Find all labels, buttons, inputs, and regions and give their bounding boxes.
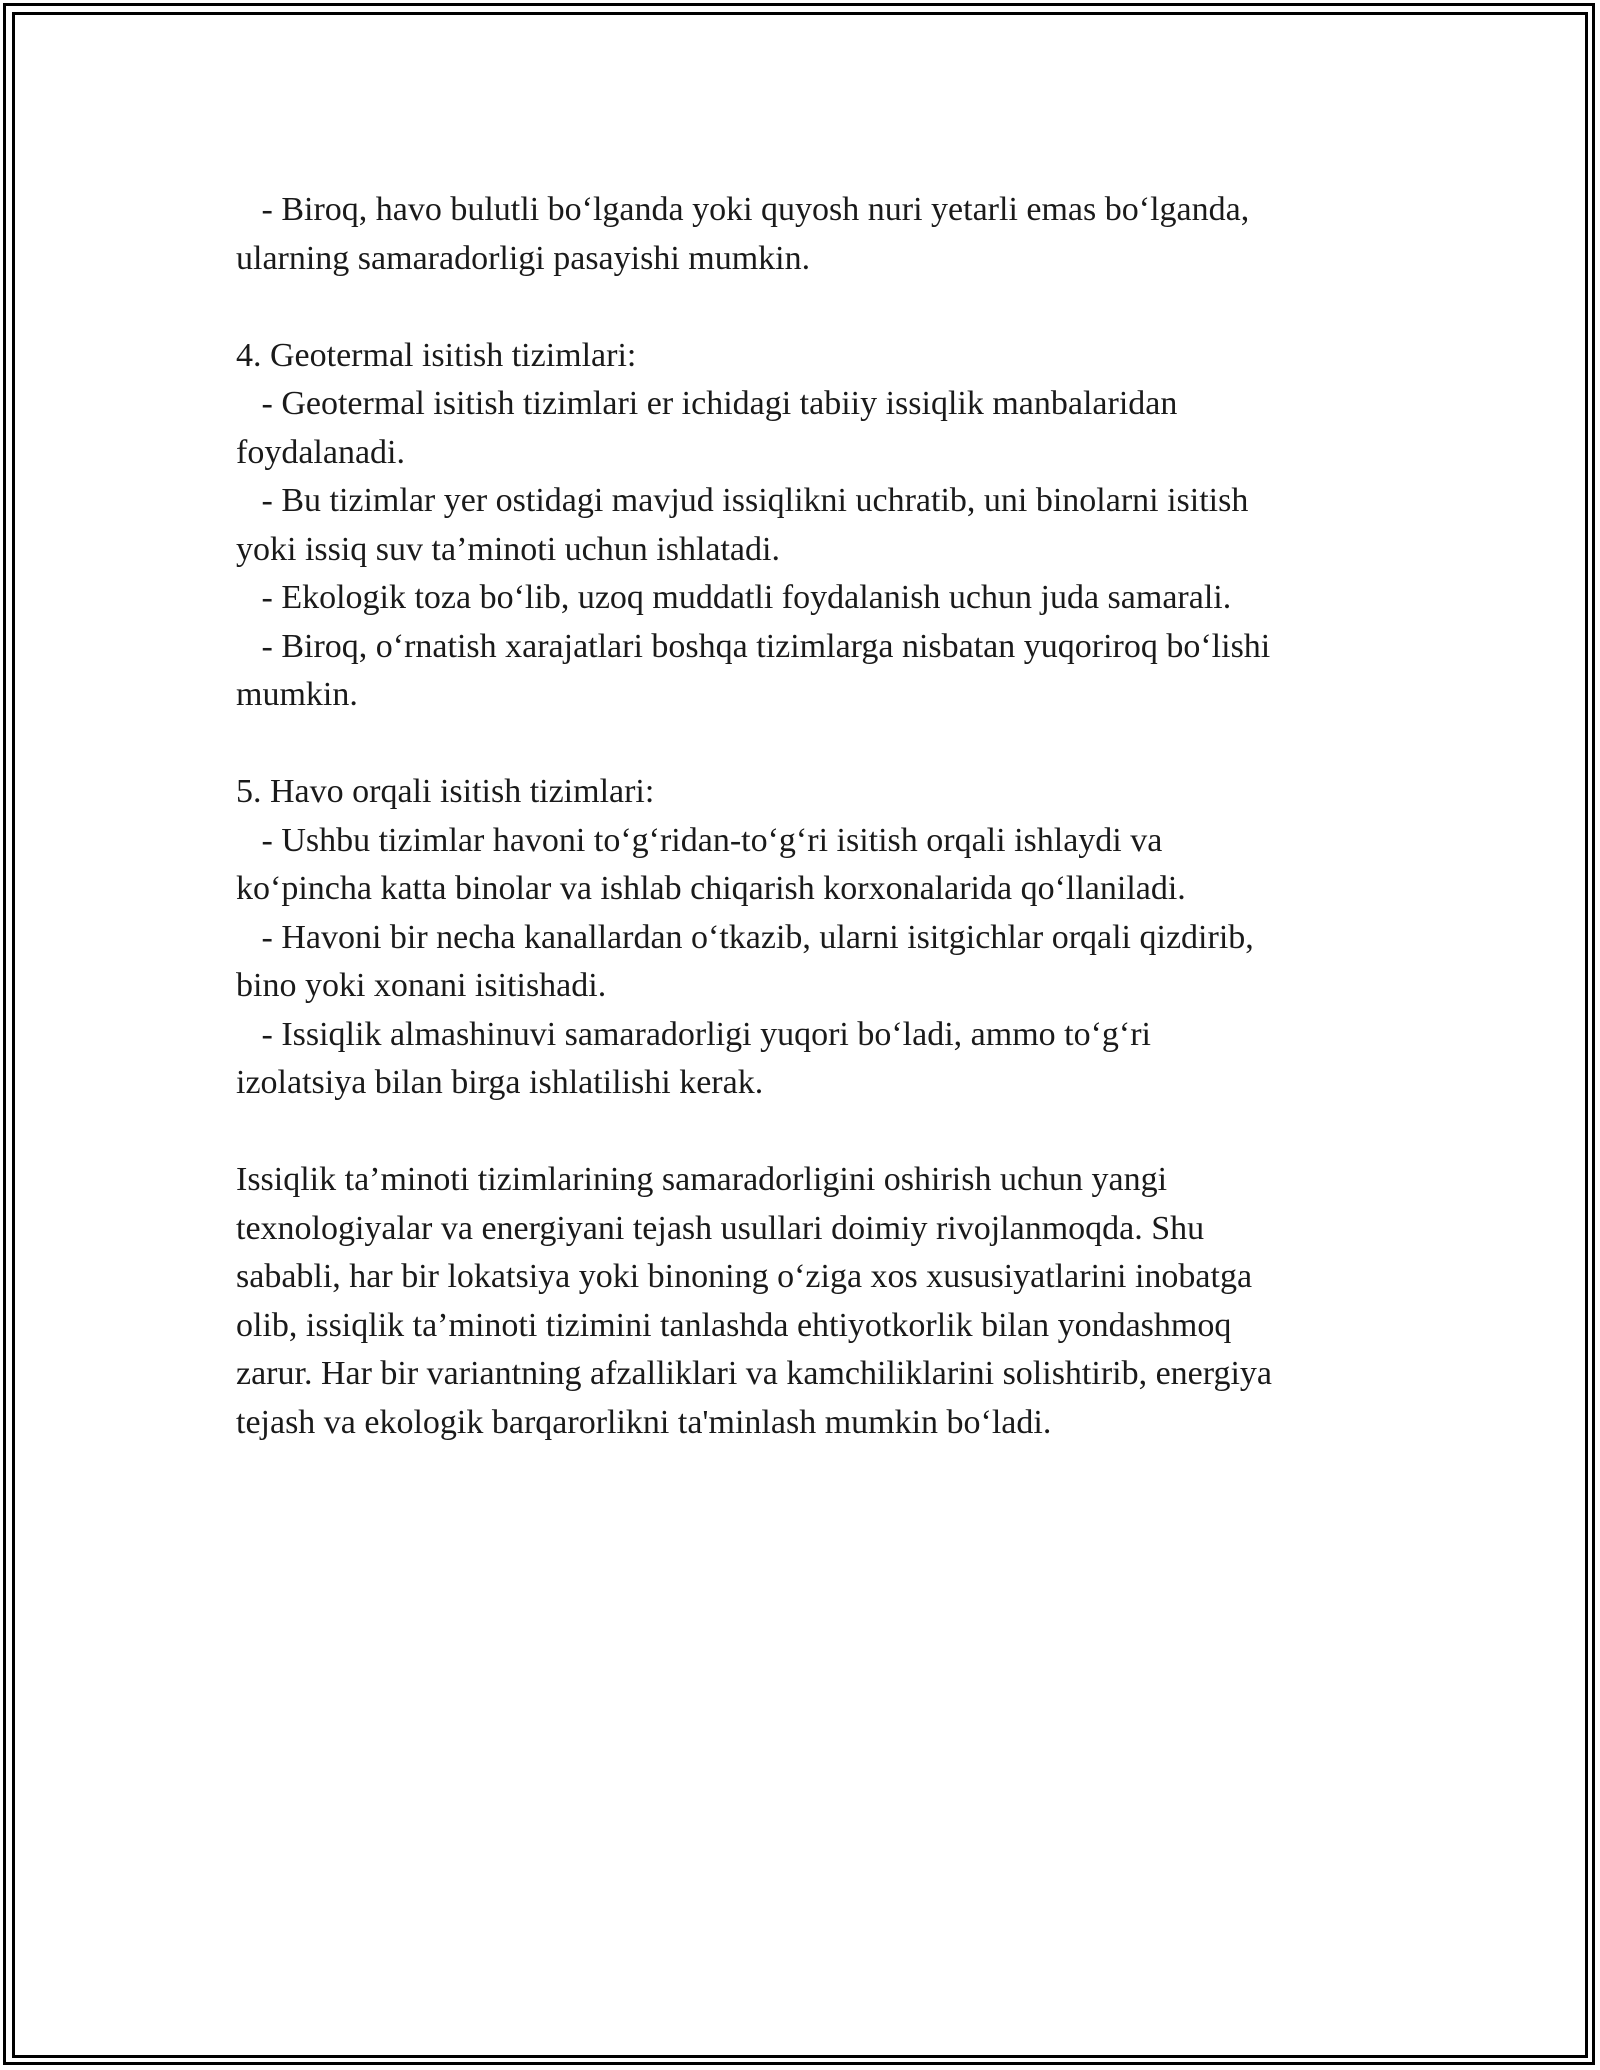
text-line: texnologiyalar va energiyani tejash usullari doimiy rivojlanmoqda. Shu — [236, 1209, 1205, 1247]
paragraph-block — [236, 768, 1366, 1108]
text-line: Issiqlik ta’minoti tizimlarining samaradorligini oshirish uchun yangi — [236, 1161, 1168, 1198]
text-line: yoki issiq suv ta’minoti uchun ishlatadi. — [236, 530, 780, 568]
text-line: - Biroq, havo bulutli bo‘lganda yoki quyosh nuri yetarli emas bo‘lganda, — [236, 191, 1250, 228]
text-line: 4. Geotermal isitish tizimlari: — [236, 336, 637, 374]
text-line: bino yoki xonani isitishadi. — [236, 967, 607, 1004]
text-line: tejash va ekologik barqarorlikni ta'minlash mumkin bo‘ladi. — [236, 1403, 1052, 1441]
text-line: foydalanadi. — [236, 433, 405, 471]
text-line: ularning samaradorligi pasayishi mumkin. — [236, 239, 811, 277]
paragraph-block — [236, 332, 1366, 720]
document-body — [236, 186, 1366, 1447]
text-line: izolatsiya bilan birga ishlatilishi kerak. — [236, 1064, 764, 1101]
text-line: mumkin. — [236, 676, 358, 713]
paragraph-gap — [236, 1108, 1366, 1157]
text-line: - Biroq, o‘rnatish xarajatlari boshqa tizimlarga nisbatan yuqoriroq bo‘lishi — [236, 627, 1271, 665]
text-line: - Ushbu tizimlar havoni to‘g‘ridan-to‘g‘ri isitish orqali ishlaydi va — [236, 821, 1163, 859]
text-line: olib, issiqlik ta’minoti tizimini tanlashda ehtiyotkorlik bilan yondashmoq — [236, 1306, 1232, 1344]
text-line: zarur. Har bir variantning afzalliklari va kamchiliklarini solishtirib, energiya — [236, 1355, 1273, 1392]
text-line: ko‘pincha katta binolar va ishlab chiqarish korxonalarida qo‘llaniladi. — [236, 870, 1186, 907]
text-line: 5. Havo orqali isitish tizimlari: — [236, 773, 655, 810]
paragraph-block — [236, 1156, 1366, 1447]
text-line: - Issiqlik almashinuvi samaradorligi yuqori bo‘ladi, ammo to‘g‘ri — [236, 1015, 1151, 1053]
text-line: - Havoni bir necha kanallardan o‘tkazib, ularni isitgichlar orqali qizdirib, — [236, 918, 1254, 956]
text-line: sababli, har bir lokatsiya yoki binoning o‘ziga xos xususiyatlarini inobatga — [236, 1258, 1253, 1295]
paragraph-block — [236, 186, 1366, 283]
text-line: - Ekologik toza bo‘lib, uzoq muddatli foydalanish uchun juda samarali. — [236, 579, 1232, 616]
paragraph-gap — [236, 720, 1366, 769]
text-line: - Bu tizimlar yer ostidagi mavjud issiqlikni uchratib, uni binolarni isitish — [236, 482, 1249, 519]
paragraph-gap — [236, 283, 1366, 332]
text-line: - Geotermal isitish tizimlari er ichidagi tabiiy issiqlik manbalaridan — [236, 385, 1178, 422]
